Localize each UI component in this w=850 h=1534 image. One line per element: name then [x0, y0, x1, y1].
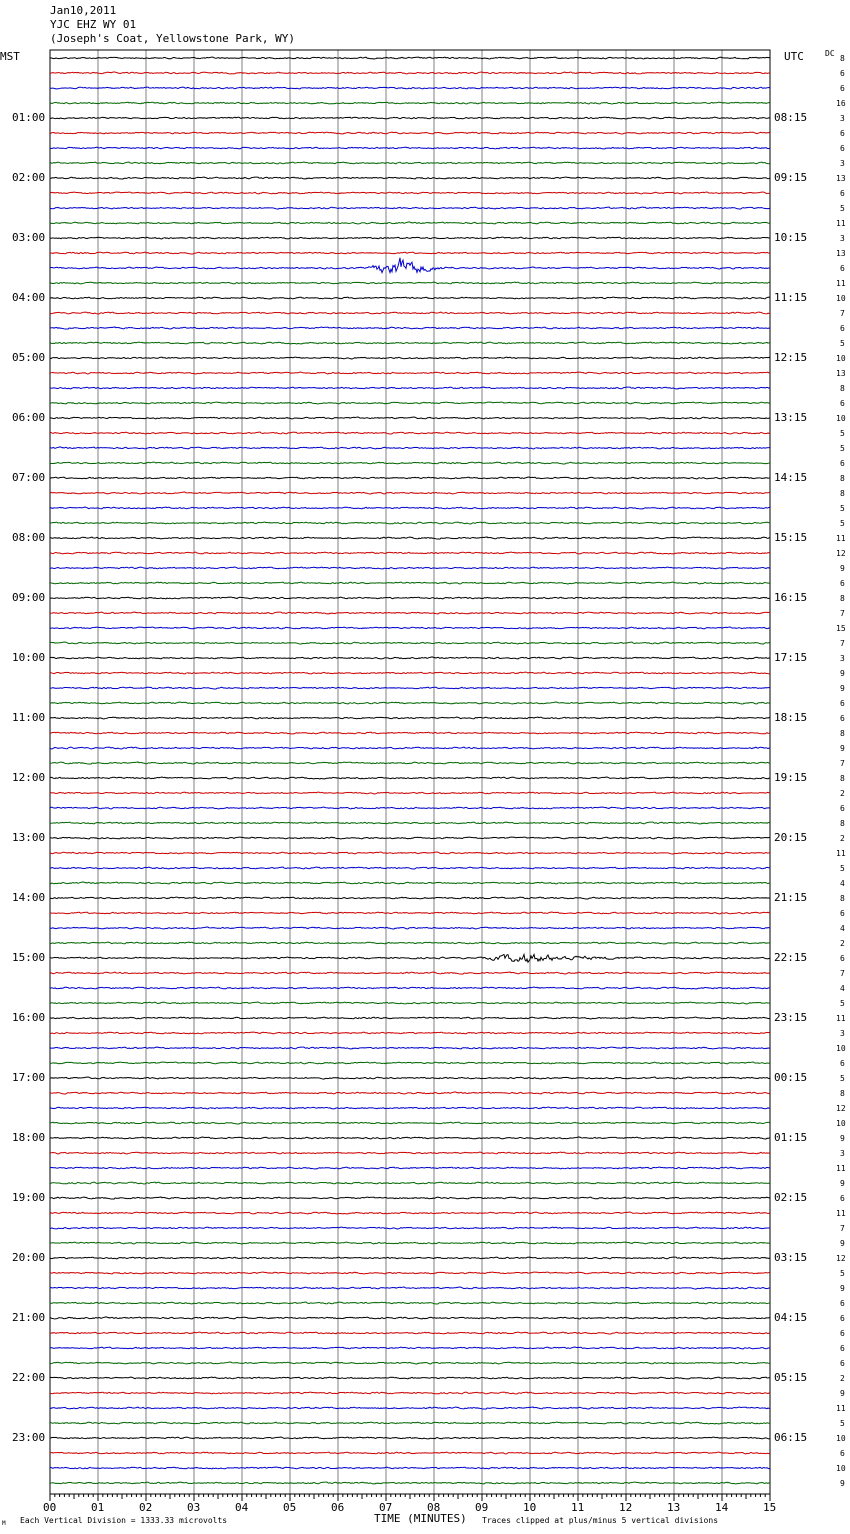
seismic-trace	[50, 258, 770, 273]
x-tick-label: 08	[427, 1501, 441, 1514]
right-time-label: 11:15	[774, 291, 808, 304]
seismic-trace	[50, 1092, 770, 1094]
right-time-label: 10:15	[774, 231, 808, 244]
seismic-trace	[50, 942, 770, 944]
seismic-trace	[50, 537, 770, 539]
dc-offset-value: 8	[840, 474, 845, 483]
dc-offset-value: 9	[840, 564, 845, 573]
seismic-trace	[50, 1212, 770, 1214]
left-time-label: 09:00	[12, 591, 46, 604]
x-tick-label: 03	[187, 1501, 201, 1514]
seismic-trace	[50, 1182, 770, 1184]
dc-offset-value: 11	[836, 1164, 846, 1173]
left-axis-title: MST	[0, 50, 20, 63]
dc-offset-value: 5	[840, 429, 845, 438]
dc-offset-value: 6	[840, 699, 845, 708]
dc-offset-value: 16	[836, 99, 846, 108]
dc-offset-value: 7	[840, 1224, 845, 1233]
seismic-trace	[50, 87, 770, 89]
right-time-label: 04:15	[774, 1311, 808, 1324]
right-time-label: 15:15	[774, 531, 808, 544]
dc-offset-value: 6	[840, 189, 845, 198]
seismic-trace	[50, 1017, 770, 1019]
plot-frame	[50, 50, 770, 1494]
right-time-label: 20:15	[774, 831, 808, 844]
seismic-trace	[50, 1317, 770, 1319]
seismic-trace	[50, 807, 770, 809]
seismic-trace	[50, 987, 770, 989]
seismic-trace	[50, 102, 770, 104]
seismic-trace	[50, 552, 770, 554]
dc-offset-value: 10	[836, 294, 846, 303]
seismic-trace	[50, 762, 770, 764]
left-time-label: 08:00	[12, 531, 46, 544]
seismic-trace	[50, 357, 770, 359]
left-time-label: 10:00	[12, 651, 46, 664]
x-tick-label: 11	[571, 1501, 585, 1514]
dc-offset-value: 8	[840, 489, 845, 498]
seismic-trace	[50, 657, 770, 659]
dc-offset-value: 13	[836, 174, 846, 183]
seismic-trace	[50, 477, 770, 479]
seismic-trace	[50, 1227, 770, 1229]
left-time-label: 12:00	[12, 771, 46, 784]
dc-offset-value: 8	[840, 729, 845, 738]
seismic-trace	[50, 912, 770, 914]
dc-offset-value: 10	[836, 354, 846, 363]
x-tick-label: 09	[475, 1501, 489, 1514]
dc-offset-value: 2	[840, 939, 845, 948]
dc-label: DC	[825, 49, 835, 58]
seismic-trace	[50, 717, 770, 719]
clip-note: Traces clipped at plus/minus 5 vertical divisions	[482, 1516, 719, 1525]
left-time-label: 23:00	[12, 1431, 46, 1444]
seismic-trace	[50, 282, 770, 284]
right-time-label: 01:15	[774, 1131, 808, 1144]
seismic-trace	[50, 402, 770, 404]
right-axis-title: UTC	[784, 50, 804, 63]
left-time-label: 19:00	[12, 1191, 46, 1204]
seismic-trace	[50, 1242, 770, 1244]
dc-offset-value: 6	[840, 804, 845, 813]
dc-offset-value: 5	[840, 999, 845, 1008]
seismic-trace	[50, 1032, 770, 1034]
seismic-trace	[50, 867, 770, 869]
dc-offset-value: 11	[836, 849, 846, 858]
dc-offset-value: 10	[836, 1044, 846, 1053]
right-time-label: 18:15	[774, 711, 808, 724]
seismic-trace	[50, 1122, 770, 1124]
seismic-trace	[50, 192, 770, 194]
seismic-trace	[50, 702, 770, 704]
right-time-label: 05:15	[774, 1371, 808, 1384]
left-time-label: 17:00	[12, 1071, 46, 1084]
seismic-trace	[50, 492, 770, 494]
seismic-trace	[50, 147, 770, 149]
seismic-trace	[50, 852, 770, 854]
seismic-trace	[50, 1392, 770, 1394]
dc-offset-value: 11	[836, 534, 846, 543]
seismic-trace	[50, 1152, 770, 1154]
dc-offset-value: 6	[840, 1329, 845, 1338]
right-time-label: 22:15	[774, 951, 808, 964]
left-time-label: 20:00	[12, 1251, 46, 1264]
x-tick-label: 15	[763, 1501, 777, 1514]
seismic-trace	[50, 1452, 770, 1454]
seismic-trace	[50, 1047, 770, 1049]
seismic-trace	[50, 582, 770, 584]
dc-offset-value: 13	[836, 369, 846, 378]
dc-offset-value: 9	[840, 1239, 845, 1248]
dc-offset-value: 6	[840, 399, 845, 408]
seismic-trace	[50, 297, 770, 299]
left-time-label: 01:00	[12, 111, 46, 124]
dc-offset-value: 15	[836, 624, 846, 633]
dc-offset-value: 12	[836, 1254, 846, 1263]
x-tick-label: 12	[619, 1501, 633, 1514]
right-time-label: 19:15	[774, 771, 808, 784]
dc-offset-value: 5	[840, 1419, 845, 1428]
dc-offset-value: 8	[840, 774, 845, 783]
seismic-trace	[50, 1002, 770, 1004]
dc-offset-value: 4	[840, 984, 845, 993]
seismic-trace	[50, 57, 770, 59]
dc-offset-value: 3	[840, 1149, 845, 1158]
dc-offset-value: 7	[840, 969, 845, 978]
seismic-trace	[50, 507, 770, 509]
seismic-trace	[50, 1167, 770, 1169]
seismic-trace	[50, 447, 770, 449]
dc-offset-value: 5	[840, 1269, 845, 1278]
footer-corner-mark: M	[2, 1520, 6, 1527]
dc-offset-value: 4	[840, 879, 845, 888]
dc-offset-value: 6	[840, 84, 845, 93]
left-time-label: 07:00	[12, 471, 46, 484]
x-tick-label: 14	[715, 1501, 729, 1514]
seismic-trace	[50, 1347, 770, 1349]
dc-offset-value: 5	[840, 204, 845, 213]
seismic-trace	[50, 417, 770, 419]
dc-offset-value: 11	[836, 219, 846, 228]
dc-offset-value: 8	[840, 594, 845, 603]
dc-offset-value: 4	[840, 924, 845, 933]
seismic-trace	[50, 342, 770, 344]
seismic-trace	[50, 1197, 770, 1199]
seismic-trace	[50, 954, 770, 962]
dc-offset-value: 10	[836, 414, 846, 423]
right-time-label: 00:15	[774, 1071, 808, 1084]
dc-offset-value: 6	[840, 1314, 845, 1323]
left-time-label: 11:00	[12, 711, 46, 724]
left-time-label: 15:00	[12, 951, 46, 964]
right-time-label: 02:15	[774, 1191, 808, 1204]
dc-offset-value: 9	[840, 1479, 845, 1488]
right-time-label: 06:15	[774, 1431, 808, 1444]
right-time-label: 14:15	[774, 471, 808, 484]
seismic-trace	[50, 732, 770, 734]
dc-offset-value: 6	[840, 69, 845, 78]
seismic-trace	[50, 162, 770, 164]
dc-offset-value: 3	[840, 654, 845, 663]
dc-offset-value: 8	[840, 54, 845, 63]
dc-offset-value: 12	[836, 549, 846, 558]
seismic-trace	[50, 1467, 770, 1469]
right-time-label: 08:15	[774, 111, 808, 124]
dc-offset-value: 3	[840, 114, 845, 123]
dc-offset-value: 6	[840, 714, 845, 723]
seismic-trace	[50, 972, 770, 974]
seismic-trace	[50, 1062, 770, 1064]
x-axis-label: TIME (MINUTES)	[374, 1512, 467, 1525]
dc-offset-value: 6	[840, 1344, 845, 1353]
seismic-trace	[50, 777, 770, 779]
left-time-label: 02:00	[12, 171, 46, 184]
dc-offset-value: 5	[840, 519, 845, 528]
seismic-trace	[50, 1077, 770, 1079]
plot-station: YJC EHZ WY 01	[50, 18, 137, 31]
seismic-trace	[50, 1482, 770, 1484]
dc-offset-value: 7	[840, 759, 845, 768]
seismic-trace	[50, 1407, 770, 1409]
seismic-trace	[50, 597, 770, 599]
left-time-label: 04:00	[12, 291, 46, 304]
x-tick-label: 01	[91, 1501, 105, 1514]
dc-offset-value: 9	[840, 1134, 845, 1143]
seismic-trace	[50, 1272, 770, 1274]
seismic-trace	[50, 747, 770, 749]
dc-offset-value: 10	[836, 1434, 846, 1443]
seismic-trace	[50, 792, 770, 794]
dc-offset-value: 11	[836, 279, 846, 288]
x-tick-label: 06	[331, 1501, 345, 1514]
seismic-trace	[50, 132, 770, 134]
dc-offset-value: 8	[840, 384, 845, 393]
dc-offset-value: 7	[840, 609, 845, 618]
dc-offset-value: 3	[840, 234, 845, 243]
dc-offset-value: 8	[840, 819, 845, 828]
plot-date: Jan10,2011	[50, 4, 117, 17]
dc-offset-value: 5	[840, 444, 845, 453]
right-time-label: 09:15	[774, 171, 808, 184]
dc-offset-value: 3	[840, 1029, 845, 1038]
seismic-trace	[50, 312, 770, 314]
dc-offset-value: 6	[840, 459, 845, 468]
dc-offset-value: 9	[840, 744, 845, 753]
dc-offset-value: 11	[836, 1404, 846, 1413]
dc-offset-value: 9	[840, 1179, 845, 1188]
dc-offset-value: 6	[840, 1299, 845, 1308]
seismic-trace	[50, 177, 770, 179]
left-time-label: 06:00	[12, 411, 46, 424]
seismic-trace	[50, 117, 770, 119]
seismic-trace	[50, 387, 770, 389]
dc-offset-value: 6	[840, 579, 845, 588]
x-tick-label: 04	[235, 1501, 249, 1514]
seismic-trace	[50, 822, 770, 824]
seismic-trace	[50, 1287, 770, 1289]
left-time-label: 13:00	[12, 831, 46, 844]
left-time-label: 14:00	[12, 891, 46, 904]
left-time-label: 22:00	[12, 1371, 46, 1384]
seismic-trace	[50, 687, 770, 689]
seismic-trace	[50, 72, 770, 74]
right-time-label: 13:15	[774, 411, 808, 424]
dc-offset-value: 10	[836, 1464, 846, 1473]
dc-offset-value: 10	[836, 1119, 846, 1128]
seismic-trace	[50, 1302, 770, 1304]
left-time-label: 18:00	[12, 1131, 46, 1144]
dc-offset-value: 13	[836, 249, 846, 258]
x-tick-label: 07	[379, 1501, 393, 1514]
right-time-label: 12:15	[774, 351, 808, 364]
x-tick-label: 02	[139, 1501, 153, 1514]
left-time-label: 05:00	[12, 351, 46, 364]
dc-offset-value: 11	[836, 1209, 846, 1218]
dc-offset-value: 9	[840, 669, 845, 678]
right-time-label: 23:15	[774, 1011, 808, 1024]
dc-offset-value: 6	[840, 909, 845, 918]
seismic-trace	[50, 1257, 770, 1259]
seismic-trace	[50, 372, 770, 374]
x-tick-label: 13	[667, 1501, 681, 1514]
seismic-trace	[50, 1377, 770, 1379]
dc-offset-value: 2	[840, 834, 845, 843]
seismic-trace	[50, 627, 770, 629]
seismic-trace	[50, 432, 770, 434]
dc-offset-value: 6	[840, 954, 845, 963]
seismic-trace	[50, 1137, 770, 1139]
seismic-trace	[50, 1107, 770, 1109]
dc-offset-value: 5	[840, 504, 845, 513]
dc-offset-value: 6	[840, 1449, 845, 1458]
seismic-trace	[50, 237, 770, 239]
dc-offset-value: 8	[840, 894, 845, 903]
dc-offset-value: 5	[840, 864, 845, 873]
right-time-label: 17:15	[774, 651, 808, 664]
seismic-trace	[50, 642, 770, 644]
dc-offset-value: 6	[840, 129, 845, 138]
seismic-trace	[50, 252, 770, 254]
dc-offset-value: 6	[840, 264, 845, 273]
x-tick-label: 00	[43, 1501, 57, 1514]
dc-offset-value: 12	[836, 1104, 846, 1113]
dc-offset-value: 9	[840, 684, 845, 693]
left-time-label: 21:00	[12, 1311, 46, 1324]
seismic-trace	[50, 837, 770, 839]
dc-offset-value: 9	[840, 1389, 845, 1398]
dc-offset-value: 7	[840, 639, 845, 648]
right-time-label: 16:15	[774, 591, 808, 604]
seismic-trace	[50, 897, 770, 899]
dc-offset-value: 6	[840, 324, 845, 333]
left-time-label: 16:00	[12, 1011, 46, 1024]
dc-offset-value: 6	[840, 1059, 845, 1068]
dc-offset-value: 7	[840, 309, 845, 318]
left-time-label: 03:00	[12, 231, 46, 244]
x-tick-label: 10	[523, 1501, 537, 1514]
dc-offset-value: 6	[840, 1359, 845, 1368]
dc-offset-value: 2	[840, 789, 845, 798]
dc-offset-value: 9	[840, 1284, 845, 1293]
dc-offset-value: 3	[840, 159, 845, 168]
plot-location: (Joseph's Coat, Yellowstone Park, WY)	[50, 32, 296, 45]
seismic-trace	[50, 1332, 770, 1334]
dc-offset-value: 6	[840, 144, 845, 153]
seismic-trace	[50, 567, 770, 569]
seismic-trace	[50, 882, 770, 884]
dc-offset-value: 11	[836, 1014, 846, 1023]
seismic-trace	[50, 612, 770, 614]
vertical-division-note: Each Vertical Division = 1333.33 microvolts	[20, 1516, 228, 1525]
seismic-trace	[50, 1362, 770, 1364]
dc-offset-value: 2	[840, 1374, 845, 1383]
seismic-trace	[50, 1422, 770, 1424]
x-tick-label: 05	[283, 1501, 297, 1514]
seismic-trace	[50, 207, 770, 209]
seismic-trace	[50, 222, 770, 224]
right-time-label: 03:15	[774, 1251, 808, 1264]
dc-offset-value: 5	[840, 339, 845, 348]
seismic-trace	[50, 672, 770, 674]
right-time-label: 21:15	[774, 891, 808, 904]
seismic-trace	[50, 522, 770, 524]
seismic-trace	[50, 1437, 770, 1439]
dc-offset-value: 5	[840, 1074, 845, 1083]
dc-offset-value: 8	[840, 1089, 845, 1098]
dc-offset-value: 6	[840, 1194, 845, 1203]
seismic-trace	[50, 462, 770, 464]
seismic-trace	[50, 927, 770, 929]
seismic-trace	[50, 327, 770, 329]
